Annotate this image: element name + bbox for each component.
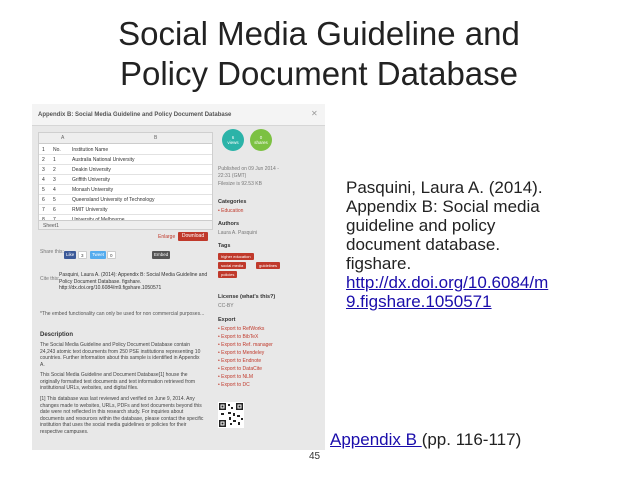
row-number: 1 bbox=[42, 147, 45, 153]
page-number: 45 bbox=[309, 451, 321, 462]
table-cell: Deakin University bbox=[72, 167, 111, 173]
bullet-icon: • bbox=[218, 334, 222, 340]
table-cell: 5 bbox=[53, 197, 56, 203]
table-cell: Australia National University bbox=[72, 157, 135, 163]
tag-chip[interactable]: social media bbox=[218, 262, 246, 269]
appendix-pages: (pp. 116-117) bbox=[421, 430, 522, 449]
authors-heading: Authors bbox=[218, 221, 240, 227]
bullet-icon: • bbox=[218, 374, 222, 380]
citation-line: document database. bbox=[346, 235, 501, 254]
embed-note: *The embed functionality can only be used for non commercial purposes... bbox=[40, 311, 205, 317]
table-cell: RMIT University bbox=[72, 207, 108, 213]
tag-chip[interactable]: guidelines bbox=[256, 262, 280, 269]
table-cell: Monash University bbox=[72, 187, 114, 193]
row-number: 5 bbox=[42, 187, 45, 193]
shares-label: shares bbox=[254, 140, 268, 145]
published-date: Published on 09 Jun 2014 - 22:31 (GMT) bbox=[218, 166, 279, 179]
bullet-icon: • bbox=[218, 366, 222, 372]
table-row bbox=[39, 165, 212, 175]
tweet-button[interactable]: Tweet bbox=[92, 252, 105, 257]
export-link[interactable]: • Export to DC bbox=[218, 382, 250, 388]
filesize: Filesize is 92.53 KB bbox=[218, 181, 262, 187]
like-button[interactable]: Like bbox=[66, 252, 75, 257]
export-link[interactable]: • Export to Mendeley bbox=[218, 350, 265, 356]
table-cell: 1 bbox=[53, 157, 56, 163]
enlarge-link[interactable]: Enlarge bbox=[158, 234, 176, 240]
slide-title-line-1: Social Media Guideline and bbox=[118, 15, 520, 52]
sheet-tab[interactable]: Sheet1 bbox=[39, 220, 212, 229]
categories-heading: Categories bbox=[218, 199, 247, 205]
table-cell: 3 bbox=[53, 177, 56, 183]
bullet-icon: • bbox=[218, 342, 222, 348]
appendix-reference bbox=[330, 430, 521, 450]
views-stat bbox=[222, 129, 244, 151]
column-header: B bbox=[154, 135, 158, 141]
export-link[interactable]: • Export to Endnote bbox=[218, 358, 262, 364]
export-link[interactable]: • Export to Ref. manager bbox=[218, 342, 273, 348]
spreadsheet-preview[interactable] bbox=[38, 132, 213, 230]
share-label: Share this: bbox=[40, 249, 64, 255]
table-row bbox=[39, 145, 212, 155]
bullet-icon: • bbox=[218, 350, 222, 356]
citation-block bbox=[346, 178, 596, 311]
tags-heading: Tags bbox=[218, 243, 231, 249]
figshare-screenshot bbox=[32, 104, 325, 450]
doi-link-line-1[interactable]: http://dx.doi.org/10.6084/m bbox=[346, 273, 549, 292]
row-number: 7 bbox=[42, 207, 45, 213]
license-value[interactable]: CC-BY bbox=[218, 303, 234, 309]
bullet-icon: • bbox=[218, 326, 222, 332]
table-cell: 4 bbox=[53, 187, 56, 193]
tweet-count: 0 bbox=[107, 251, 116, 259]
like-count: 3 bbox=[78, 251, 87, 259]
description-paragraph-3: [1] This database was last reviewed and verified on June 9, 2014. Any changes made to websites, URLs, PDFs and text documents beyond this date were not reflected in this research study. For inquiries about documents and resources within the database, please contact the specific institution that uses the social media guidelines or policies for their respective campuses. bbox=[40, 396, 204, 435]
row-number: 3 bbox=[42, 167, 45, 173]
export-link[interactable]: • Export to NLM bbox=[218, 374, 254, 380]
citation-line: Pasquini, Laura A. (2014). bbox=[346, 178, 543, 197]
bullet-icon: • bbox=[218, 358, 222, 364]
table-row bbox=[39, 205, 212, 215]
table-row bbox=[39, 175, 212, 185]
slide-title-line-2: Policy Document Database bbox=[119, 55, 519, 92]
table-cell: Griffith University bbox=[72, 177, 110, 183]
table-cell: 2 bbox=[53, 167, 56, 173]
row-number: 2 bbox=[42, 157, 45, 163]
category-link[interactable]: • Education bbox=[218, 208, 244, 214]
table-cell: No. bbox=[53, 147, 61, 153]
views-label: views bbox=[227, 140, 239, 145]
tag-chip[interactable]: higher education bbox=[218, 253, 254, 260]
bullet-icon: • bbox=[218, 382, 222, 388]
slide-title bbox=[0, 14, 638, 94]
download-button[interactable]: Download bbox=[178, 232, 208, 241]
close-icon[interactable]: ✕ bbox=[311, 109, 318, 118]
description-paragraph-1: The Social Media Guideline and Policy Document Database contain 24,243 atomic text documents from 250 PSE institutions representing 10 countries. Further information about this sample is identified in Appendix A. bbox=[40, 342, 201, 368]
license-heading: License (what's this?) bbox=[218, 294, 276, 300]
cite-label: Cite this: bbox=[40, 276, 60, 282]
cite-text: Pasquini, Laura A. (2014): Appendix B: Social Media Guideline and Policy Document Database. figshare. http://dx.doi.org/10.6084/m9.figshare.1050571 bbox=[59, 272, 208, 291]
export-link[interactable]: • Export to DataCite bbox=[218, 366, 262, 372]
citation-line: guideline and policy bbox=[346, 216, 496, 235]
export-link[interactable]: • Export to BibTeX bbox=[218, 334, 259, 340]
qr-code-icon bbox=[218, 402, 244, 428]
table-cell: Queensland University of Technology bbox=[72, 197, 155, 203]
sheet-column-headers bbox=[39, 133, 212, 144]
screenshot-header: Appendix B: Social Media Guideline and Policy Document Database bbox=[32, 104, 325, 126]
export-link[interactable]: • Export to RefWorks bbox=[218, 326, 265, 332]
row-number: 6 bbox=[42, 197, 45, 203]
citation-line: figshare. bbox=[346, 254, 412, 273]
doi-link-line-2[interactable]: 9.figshare.1050571 bbox=[346, 292, 492, 311]
column-header: A bbox=[61, 135, 65, 141]
row-number: 4 bbox=[42, 177, 45, 183]
views-count: 6 bbox=[231, 135, 235, 140]
table-row bbox=[39, 185, 212, 195]
embed-button[interactable]: Embed bbox=[154, 252, 169, 257]
table-cell: 6 bbox=[53, 207, 56, 213]
tag-chip[interactable]: policies bbox=[218, 271, 237, 278]
shares-count: 0 bbox=[259, 135, 263, 140]
description-title: Description bbox=[40, 332, 74, 338]
shares-stat bbox=[250, 129, 272, 151]
citation-line: Appendix B: Social media bbox=[346, 197, 540, 216]
export-heading: Export bbox=[218, 317, 236, 323]
table-row bbox=[39, 195, 212, 205]
description-paragraph-2: This Social Media Guideline and Document Database[1] house the originally formatted text documents and text information retrieved from institutional URLs, websites, and digital files. bbox=[40, 372, 196, 391]
table-row bbox=[39, 155, 212, 165]
table-cell: Institution Name bbox=[72, 147, 109, 153]
author-link[interactable]: Laura A. Pasquini bbox=[218, 230, 258, 236]
appendix-link[interactable]: Appendix B bbox=[330, 430, 422, 449]
